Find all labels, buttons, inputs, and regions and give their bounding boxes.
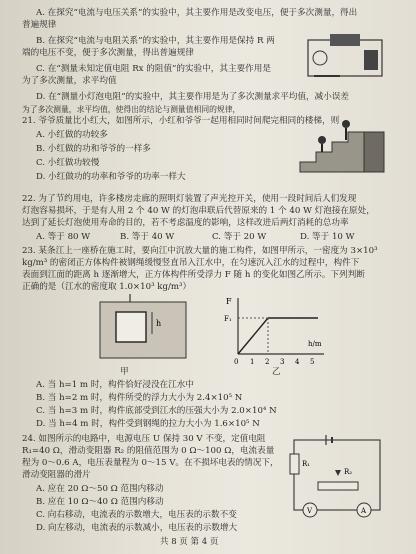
tick-4: 4 [295,358,300,366]
q23-graph-yi [222,294,332,366]
tick-1: 1 [250,358,255,366]
q22-option-b: B. 等于 40 W [120,232,175,242]
q24-option-b: B. 应在 10 Ω～40 Ω 范围内移动 [36,497,164,507]
q24-line-4: 滑动变阻器的滑片 [22,470,91,480]
tick-2: 2 [265,358,270,366]
q24-option-a: A. 应在 20 Ω～50 Ω 范围内移动 [36,484,164,494]
fig-label-jia: 甲 [120,367,129,377]
q22-line-2: 灯泡容易损坏，于是有人用 2 个 40 W 的灯泡串联后代替原来的 1 个 40 W 灯泡接在原处， [22,206,375,216]
q20-circuit-figure [300,28,390,88]
q23-option-c: C. 当 h=3 m 时，构件底部受到江水的压强大小为 2.0×10⁴ N [36,406,277,416]
q22-option-d: D. 等于 10 W [300,232,355,242]
q23-line-1: 23. 某条江上一座桥在施工时，要向江中沉放大量的施工构件，如图甲所示，一密度为 3×10³ [22,246,378,256]
q22-option-c: C. 等于 20 W [212,232,267,242]
q20-option-c-cont: 为了多次测量，求平均值 [22,76,117,86]
q20-option-a-cont: 普遍规律 [22,20,57,30]
f-axis-label: F [226,297,232,306]
q21-stem: 21. 爷爷质量比小红大，如图所示，小红和爷爷一起用相同时间爬完相同的楼梯，则 [22,116,340,126]
q21-option-b: B. 小红做的功和爷爷的一样多 [36,144,151,154]
q20-option-a: A. 在探究“电流与电压关系”的实验中，其主要作用是改变电压，便于多次测量，得出 [36,8,358,18]
q24-line-1: 24. 如图所示的电路中，电源电压 U 保持 30 V 不变，定值电阻 [22,434,266,444]
tick-0: 0 [234,358,239,366]
q23-figure-jia [90,294,210,366]
q20-option-c: C. 在“测量未知定值电阻 Rx 的阻值”的实验中，其主要作用是 [36,64,271,74]
h-label: h [156,319,162,328]
q20-option-b-cont: 端的电压不变，便于多次测量，得出普遍规律 [22,48,194,58]
r1-label: R₁ [302,460,311,468]
ammeter-label: A [361,507,367,515]
q21-option-d: D. 小红做功的功率和爷爷的功率一样大 [36,172,186,182]
q23-option-d: D. 当 h=4 m 时，构件受到钢绳的拉力大小为 1.6×10⁵ N [36,419,260,429]
page-footer: 共 8 页 第 4 页 [160,537,219,547]
q21-option-a: A. 小红做的功较多 [36,130,108,140]
q24-line-2: R₁=40 Ω，滑动变阻器 R₂ 的阻值范围为 0 Ω～100 Ω，电流表量 [22,446,275,456]
q23-line-2: kg/m³ 的密闭正方体构件被钢绳缓慢竖直吊入江水中，在匀速沉入江水的过程中，构件下 [22,258,360,268]
q20-option-d: D. 在“测量小灯泡电阻”的实验中，其主要作用是为了多次测量求平均值，减小误差 [36,92,350,102]
r2-label: R₂ [344,468,353,476]
q21-option-c: C. 小红做功较慢 [36,158,100,168]
q21-stairs-figure [290,118,390,176]
q23-option-b: B. 当 h=2 m 时，构件所受的浮力大小为 2.4×10⁵ N [36,393,243,403]
q24-option-d: D. 向左移动，电流表的示数减小，电压表的示数增大 [36,523,238,533]
tick-3: 3 [280,358,285,366]
q22-option-a: A. 等于 80 W [36,232,91,242]
fig-label-yi: 乙 [272,367,281,377]
q22-line-1: 22. 为了节约用电，许多楼房走廊的照明灯装置了声光控开关，使用一段时间后人们发现 [22,194,357,204]
f1-label: F₁ [224,315,232,323]
q22-line-3: 达到了延长灯泡使用寿命的目的，若不考虑温度的影响，这样改进后两灯消耗的总功率 [22,218,349,228]
q20-option-d-cont: 为了多次测量，求平均值，使得出的结论与测量值相同的规律， [22,105,241,114]
q24-line-3: 程为 0～0.6 A，电压表量程为 0～15 V。在不损坏电表的情况下， [22,458,279,468]
q23-line-4: 正确的是（江水的密度取 1.0×10³ kg/m³） [22,282,192,292]
q23-line-3: 表面到江面的距离 h 逐渐增大，正方体构件所受浮力 F 随 h 的变化如图乙所示。下列判断 [22,270,365,280]
q24-circuit-figure [288,432,388,522]
q24-option-c: C. 向右移动，电流表的示数增大，电压表的示数不变 [36,510,237,520]
h-axis-label: h/m [308,340,322,348]
voltmeter-label: V [307,507,313,515]
tick-5: 5 [310,358,315,366]
q23-option-a: A. 当 h=1 m 时，构件恰好浸没在江水中 [36,380,194,390]
q20-option-b: B. 在探究“电流与电阻关系”的实验中，其主要作用是保持 R 两 [36,36,275,46]
